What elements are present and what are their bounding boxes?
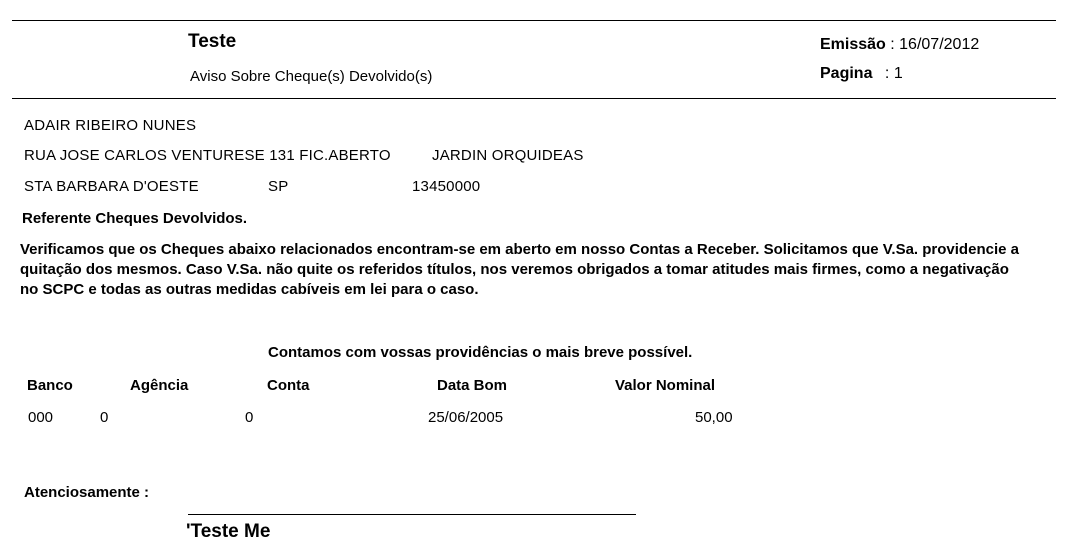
cell-banco: 000 xyxy=(28,409,54,426)
pagina-row xyxy=(820,65,903,83)
header-valor-nominal: Valor Nominal xyxy=(615,377,716,394)
cell-data-bom: 25/06/2005 xyxy=(428,409,504,426)
recipient-state: SP xyxy=(268,178,289,195)
document-title: Teste xyxy=(188,31,237,52)
regards-label: Atenciosamente : xyxy=(24,484,150,501)
recipient-zip: 13450000 xyxy=(412,178,481,195)
closing-line: Contamos com vossas providências o mais breve possível. xyxy=(268,344,693,361)
signature-rule xyxy=(188,514,636,515)
signature-name: 'Teste Me xyxy=(186,521,271,542)
pagina-label: Pagina xyxy=(820,65,873,82)
emissao-row xyxy=(820,36,979,54)
header-agencia: Agência xyxy=(130,377,189,394)
recipient-address-overlap: JARDIN ORQUIDEAS xyxy=(432,147,584,164)
body-paragraph: Verificamos que os Cheques abaixo relacionados encontram-se em aberto em nosso Contas a Receber. Solicitamos que V.Sa. providencie a quitação dos mesmos. Caso V.Sa. não quite os referidos títulos, nos veremos obrigados a tomar atitudes mais firmes, como a negativação no SCPC e todas as outras medidas cabíveis em lei para o caso. xyxy=(20,241,1019,298)
cell-agencia: 0 xyxy=(100,409,109,426)
cell-conta: 0 xyxy=(245,409,254,426)
header-rule xyxy=(12,98,1056,99)
header-banco: Banco xyxy=(27,377,73,394)
pagina-value: : 1 xyxy=(884,65,903,82)
recipient-address: RUA JOSE CARLOS VENTURESE 131 FIC.ABERTO xyxy=(24,147,391,164)
header-data-bom: Data Bom xyxy=(437,377,508,394)
header-conta: Conta xyxy=(267,377,310,394)
recipient-name: ADAIR RIBEIRO NUNES xyxy=(24,117,197,134)
document-subtitle: Aviso Sobre Cheque(s) Devolvido(s) xyxy=(190,68,433,85)
emissao-value: : 16/07/2012 xyxy=(890,36,980,53)
subject-line: Referente Cheques Devolvidos. xyxy=(22,210,248,227)
recipient-city: STA BARBARA D'OESTE xyxy=(24,178,199,195)
emissao-label: Emissão xyxy=(820,36,886,53)
cell-valor-nominal: 50,00 xyxy=(695,409,733,426)
top-rule xyxy=(12,20,1056,21)
